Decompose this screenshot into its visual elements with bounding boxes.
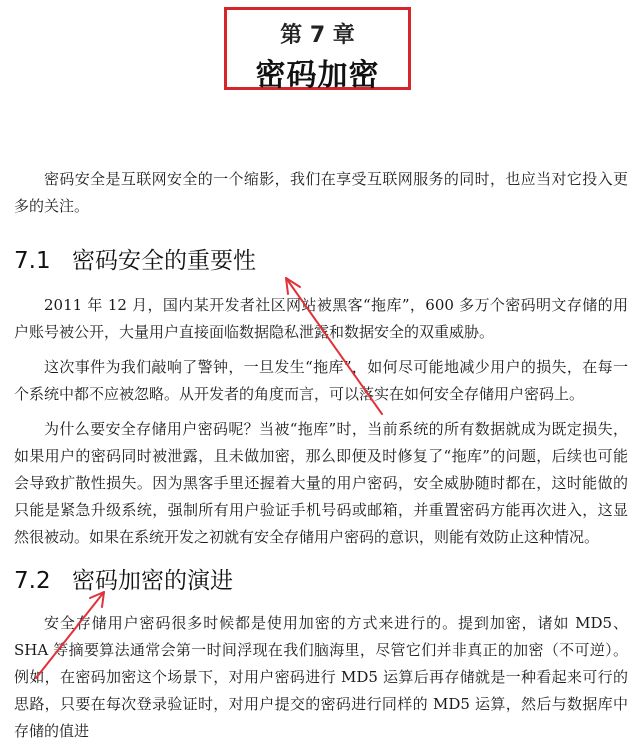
paragraph: 2011 年 12 月，国内某开发者社区网站被黑客“拖库”，600 多万个密码明文存储的用户账号被公开，大量用户直接面临数据隐私泄露和数据安全的双重威胁。: [14, 296, 628, 341]
paragraph: 为什么要安全存储用户密码呢？当被“拖库”时，当前系统的所有数据就成为既定损失，如果用户的密码同时被泄露，且未做加密，那么即便及时修复了“拖库”的问题，后续也可能会导致扩散性损失。因为黑客手里还握着大量的用户密码，安全威胁随时都在，这时能做的只能是紧急升级系统，强制所有用户验证手机号码或邮箱，并重置密码方能再次进入，这显然很被动。如果在系统开发之初就有安全存储用户密码的意识，则能有效防止这种情况。: [14, 420, 628, 546]
paragraph: 这次事件为我们敲响了警钟，一旦发生“拖库”，如何尽可能地减少用户的损失，在每一个系统中都不应被忽略。从开发者的角度而言，可以落实在如何安全存储用户密码上。: [14, 358, 628, 403]
annotation-arrow-lower: [36, 592, 104, 678]
intro-paragraph: 密码安全是互联网安全的一个缩影，我们在享受互联网服务的同时，也应当对它投入更多的关注。: [14, 170, 628, 215]
paragraph: 安全存储用户密码很多时候都是使用加密的方式来进行的。提到加密，诸如 MD5、SHA 等摘要算法通常会第一时间浮现在我们脑海里，尽管它们并非真正的加密（不可逆）。例如，在密码加密这个场景下，对用户密码进行 MD5 运算后再存储就是一种看起来可行的思路，只要在每次登录验证时，对用户提交的密码进行同样的 MD5 运算，然后与数据库中存储的值进: [14, 614, 629, 740]
chapter-title: 密码加密: [255, 58, 380, 93]
section-number: 7.2: [14, 568, 51, 594]
section-title: 密码加密的演进: [72, 568, 233, 594]
chapter-number: 第 7 章: [280, 23, 355, 48]
section-number: 7.1: [14, 248, 51, 274]
section-title: 密码安全的重要性: [72, 248, 256, 274]
annotation-arrow-upper: [286, 278, 382, 414]
